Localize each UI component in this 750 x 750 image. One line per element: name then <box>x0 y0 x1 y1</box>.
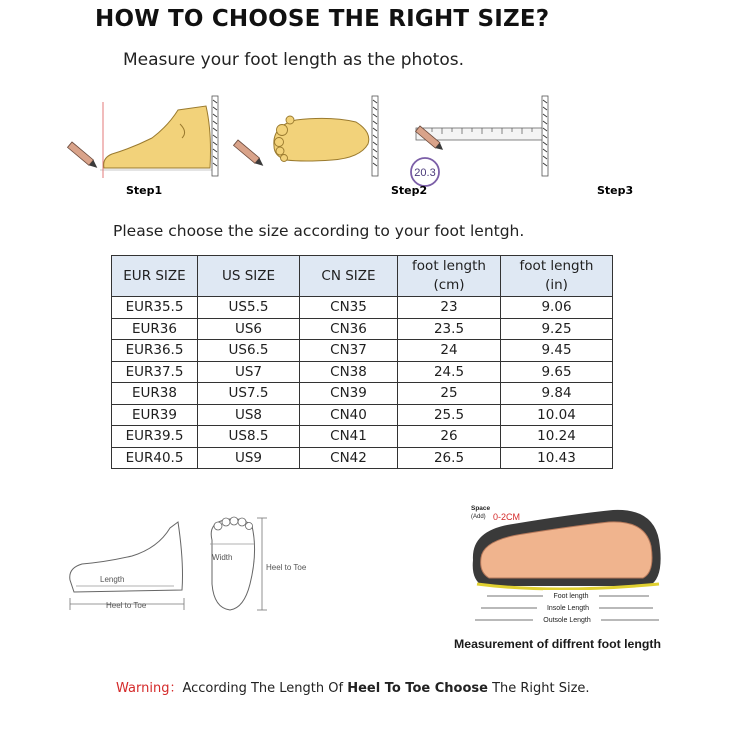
cell-us-size: US6 <box>198 318 300 340</box>
cell-foot-length-cm: 26.5 <box>398 447 501 469</box>
heel-to-toe-side-label: Heel to Toe <box>266 563 307 572</box>
cell-us-size: US5.5 <box>198 297 300 319</box>
cell-us-size: US8 <box>198 404 300 426</box>
space-label: Space <box>471 505 491 512</box>
cell-foot-length-cm: 23 <box>398 297 501 319</box>
cell-cn-size: CN40 <box>300 404 398 426</box>
table-row <box>112 426 613 448</box>
warning-text-2: The Right Size. <box>487 681 590 696</box>
table-row <box>112 318 613 340</box>
warning-text-1: According The Length Of <box>182 681 348 696</box>
table-row <box>112 383 613 405</box>
header-foot-length-cm: foot length (cm) <box>398 256 501 297</box>
ruler-reading: 20.3 <box>414 167 436 179</box>
cell-eur-size: EUR37.5 <box>112 361 198 383</box>
cell-eur-size: EUR39 <box>112 404 198 426</box>
warning-prefix: Warning： <box>116 681 183 696</box>
header-eur-size: EUR SIZE <box>112 256 198 297</box>
cell-us-size: US7.5 <box>198 383 300 405</box>
cell-eur-size: EUR36.5 <box>112 340 198 362</box>
table-row <box>112 340 613 362</box>
cell-foot-length-in: 9.45 <box>501 340 613 362</box>
cell-cn-size: CN35 <box>300 297 398 319</box>
cell-foot-length-in: 10.04 <box>501 404 613 426</box>
step1-foot-side-illustration <box>68 96 218 178</box>
shoe-length-diagram <box>453 500 693 632</box>
shoe-diagram-caption: Measurement of diffrent foot length <box>454 637 661 651</box>
warning-note <box>116 677 590 696</box>
space-value: 0-2CM <box>493 512 521 522</box>
cell-foot-length-cm: 24.5 <box>398 361 501 383</box>
warning-emphasis: Heel To Toe Choose <box>347 681 488 696</box>
space-add-label: (Add) <box>471 514 486 520</box>
cell-us-size: US6.5 <box>198 340 300 362</box>
table-header-row <box>112 256 613 297</box>
cell-cn-size: CN37 <box>300 340 398 362</box>
step2-foot-top-illustration <box>234 96 378 176</box>
measure-instruction: Measure your foot length as the photos. <box>123 50 465 70</box>
table-row <box>112 297 613 319</box>
length-label: Length <box>100 575 125 584</box>
table-row <box>112 404 613 426</box>
header-cn-size: CN SIZE <box>300 256 398 297</box>
insole-length-label: Insole Length <box>546 605 590 612</box>
cell-foot-length-cm: 25 <box>398 383 501 405</box>
cell-foot-length-in: 10.43 <box>501 447 613 469</box>
cell-cn-size: CN42 <box>300 447 398 469</box>
step2-label: Step2 <box>391 184 428 197</box>
step3-label: Step3 <box>597 184 634 197</box>
cell-us-size: US7 <box>198 361 300 383</box>
page-title: HOW TO CHOOSE THE RIGHT SIZE? <box>95 6 550 32</box>
header-foot-length-in: foot length (in) <box>501 256 613 297</box>
table-row <box>112 361 613 383</box>
cell-eur-size: EUR36 <box>112 318 198 340</box>
cell-foot-length-in: 10.24 <box>501 426 613 448</box>
cell-cn-size: CN36 <box>300 318 398 340</box>
cell-foot-length-cm: 24 <box>398 340 501 362</box>
cell-eur-size: EUR39.5 <box>112 426 198 448</box>
cell-us-size: US8.5 <box>198 426 300 448</box>
cell-foot-length-in: 9.25 <box>501 318 613 340</box>
table-row <box>112 447 613 469</box>
cell-cn-size: CN41 <box>300 426 398 448</box>
cell-us-size: US9 <box>198 447 300 469</box>
foot-length-label: Foot length <box>553 593 589 600</box>
cell-foot-length-cm: 23.5 <box>398 318 501 340</box>
size-chart-table <box>111 255 613 469</box>
step1-label: Step1 <box>126 184 163 197</box>
header-us-size: US SIZE <box>198 256 300 297</box>
cell-cn-size: CN38 <box>300 361 398 383</box>
foot-measurement-diagram <box>62 512 332 622</box>
cell-eur-size: EUR35.5 <box>112 297 198 319</box>
width-label: Width <box>212 553 233 562</box>
cell-foot-length-in: 9.84 <box>501 383 613 405</box>
heel-to-toe-bottom-label: Heel to Toe <box>106 601 147 610</box>
cell-foot-length-in: 9.65 <box>501 361 613 383</box>
cell-foot-length-cm: 25.5 <box>398 404 501 426</box>
cell-eur-size: EUR38 <box>112 383 198 405</box>
cell-foot-length-in: 9.06 <box>501 297 613 319</box>
cell-cn-size: CN39 <box>300 383 398 405</box>
cell-foot-length-cm: 26 <box>398 426 501 448</box>
cell-eur-size: EUR40.5 <box>112 447 198 469</box>
size-instruction: Please choose the size according to your foot lentgh. <box>113 222 525 240</box>
measurement-steps-illustration <box>60 92 634 204</box>
outsole-length-label: Outsole Length <box>543 617 591 624</box>
step3-ruler-illustration <box>411 96 548 186</box>
